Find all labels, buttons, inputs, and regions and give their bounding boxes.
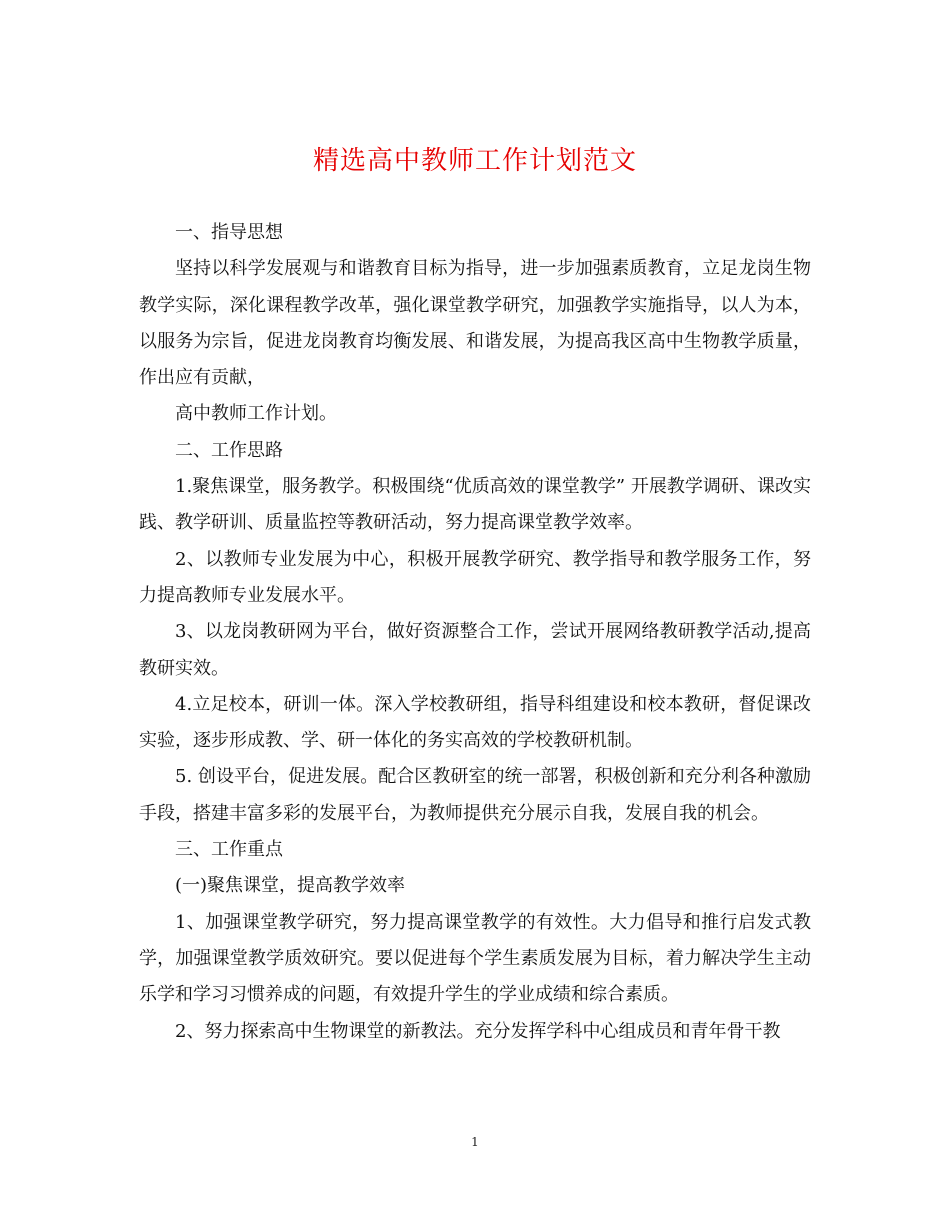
paragraph: 2、以教师专业发展为中心，积极开展教学研究、教学指导和教学服务工作，努力提高教师专业发展水平。	[139, 548, 811, 606]
heading-guiding-ideology: 一、指导思想	[175, 222, 283, 243]
document-body	[139, 215, 811, 1050]
paragraph: 1、加强课堂教学研究，努力提高课堂教学的有效性。大力倡导和推行启发式教学，加强课堂教学质效研究。要以促进每个学生素质发展为目标，着力解决学生主动乐学和学习习惯养成的问题，有效提升学生的学业成绩和综合素质。	[139, 911, 811, 1006]
heading-work-focus: 三、工作重点	[175, 839, 283, 861]
subheading: (一)聚焦课堂，提高教学效率	[175, 875, 406, 897]
document-title: 精选高中教师工作计划范文	[312, 146, 637, 176]
paragraph: 3、以龙岗教研网为平台，做好资源整合工作，尝试开展网络教研教学活动,提高教研实效。	[139, 621, 811, 679]
paragraph: 5. 创设平台，促进发展。配合区教研室的统一部署，积极创新和充分利各种激励手段，搭建丰富多彩的发展平台，为教师提供充分展示自我，发展自我的机会。	[139, 766, 811, 824]
paragraph: 高中教师工作计划。	[175, 403, 337, 425]
paragraph: 4.立足校本，研训一体。深入学校教研组，指导科组建设和校本教研，督促课改实验，逐步形成教、学、研一体化的务实高效的学校教研机制。	[139, 693, 811, 752]
paragraph: 1.聚焦课堂，服务教学。积极围绕“优质高效的课堂教学” 开展教学调研、课改实践、教学研训、质量监控等教研活动，努力提高课堂教学效率。	[139, 476, 811, 534]
heading-work-approach: 二、工作思路	[175, 439, 283, 461]
paragraph: 2、努力探索高中生物课堂的新教法。充分发挥学科中心组成员和青年骨干教	[175, 1020, 781, 1042]
paragraph: 坚持以科学发展观与和谐教育目标为指导，进一步加强素质教育，立足龙岗生物教学实际，深化课程教学改革，强化课堂教学研究，加强教学实施指导，以人为本，以服务为宗旨，促进龙岗教育均衡发展、和谐发展，为提高我区高中生物教学质量，作出应有贡献，	[139, 258, 811, 389]
page-number: 1	[471, 1135, 479, 1149]
